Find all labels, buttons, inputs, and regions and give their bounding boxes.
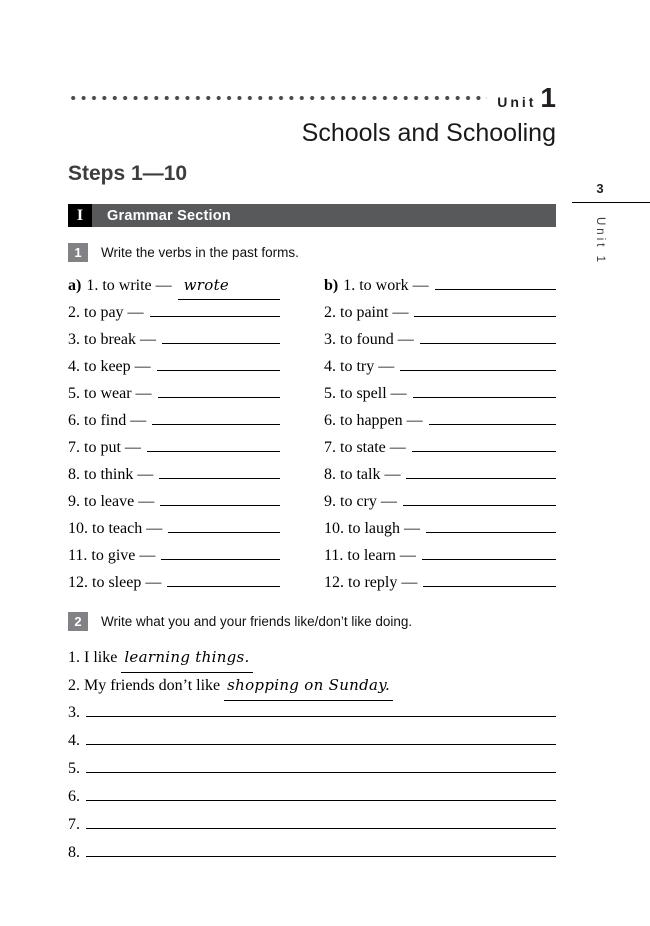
verb-row bbox=[68, 272, 280, 299]
verb-row bbox=[68, 488, 280, 515]
verb-row bbox=[324, 515, 556, 542]
answer-blank bbox=[178, 272, 280, 300]
answer-blank bbox=[420, 343, 556, 344]
answer-blank bbox=[86, 744, 556, 745]
sentence-prefix: My friends don’t like bbox=[80, 677, 225, 694]
sentence-row bbox=[68, 643, 556, 671]
grammar-section-bar bbox=[68, 204, 556, 227]
answer-blank bbox=[414, 316, 556, 317]
margin-rule bbox=[572, 202, 650, 203]
answer-blank bbox=[159, 478, 280, 479]
verb-text: 6. to find — bbox=[68, 412, 147, 429]
sentence-row bbox=[68, 811, 556, 839]
verb-text: 1. to write — bbox=[86, 277, 172, 294]
verb-text: 5. to wear — bbox=[68, 385, 152, 402]
verb-row bbox=[324, 353, 556, 380]
sentence-number: 6. bbox=[68, 788, 80, 805]
answer-blank bbox=[86, 716, 556, 717]
ex2-list bbox=[68, 643, 556, 867]
answer-blank bbox=[412, 451, 556, 452]
answer-blank bbox=[406, 478, 556, 479]
verb-text: 2. to paint — bbox=[324, 304, 409, 321]
answer-blank bbox=[162, 343, 280, 344]
page-margin-column bbox=[572, 181, 650, 265]
sentence-number: 7. bbox=[68, 816, 80, 833]
verb-row bbox=[68, 326, 280, 353]
verb-text: 3. to break — bbox=[68, 331, 156, 348]
handwritten-answer: learning things. bbox=[121, 643, 252, 673]
verb-row bbox=[324, 299, 556, 326]
answer-blank bbox=[413, 397, 556, 398]
dotted-leader bbox=[68, 94, 487, 102]
verb-text: 7. to state — bbox=[324, 439, 406, 456]
verb-row bbox=[324, 569, 556, 596]
verb-text: 12. to sleep — bbox=[68, 574, 162, 591]
exercise2-instruction: Write what you and your friends like/don’t like doing. bbox=[101, 614, 413, 629]
answer-blank bbox=[158, 397, 280, 398]
unit-number: 1 bbox=[540, 82, 556, 113]
sentence-row bbox=[68, 839, 556, 867]
page-number: 3 bbox=[596, 181, 604, 196]
answer-blank bbox=[86, 800, 556, 801]
handwritten-answer: shopping on Sunday. bbox=[224, 671, 393, 701]
verb-row bbox=[68, 515, 280, 542]
section-title: Grammar Section bbox=[107, 207, 231, 224]
verb-text: 9. to cry — bbox=[324, 493, 397, 510]
sentence-number: 2. bbox=[68, 677, 80, 694]
column-label: b) bbox=[324, 277, 339, 294]
verb-text: 3. to found — bbox=[324, 331, 414, 348]
verb-row bbox=[68, 542, 280, 569]
column-label: a) bbox=[68, 277, 82, 294]
verb-text: 11. to learn — bbox=[324, 547, 416, 564]
answer-blank bbox=[167, 586, 280, 587]
verb-row bbox=[324, 380, 556, 407]
verb-row bbox=[68, 569, 280, 596]
verb-column-b bbox=[324, 272, 556, 596]
verb-row bbox=[68, 461, 280, 488]
answer-blank bbox=[147, 451, 280, 452]
answer-blank bbox=[86, 772, 556, 773]
verb-text: 4. to try — bbox=[324, 358, 395, 375]
answer-blank bbox=[423, 586, 556, 587]
verb-text: 8. to think — bbox=[68, 466, 154, 483]
page-content bbox=[68, 84, 556, 867]
sentence-row bbox=[68, 699, 556, 727]
steps-heading: Steps 1—10 bbox=[68, 162, 188, 185]
vertical-unit-wrap bbox=[572, 217, 650, 265]
vertical-unit-label: Unit 1 bbox=[594, 217, 606, 266]
sentence-row bbox=[68, 727, 556, 755]
verb-text: 8. to talk — bbox=[324, 466, 401, 483]
exercise1-instruction: Write the verbs in the past forms. bbox=[101, 245, 299, 260]
verb-text: 10. to laugh — bbox=[324, 520, 420, 537]
verb-row bbox=[68, 353, 280, 380]
sentence-row bbox=[68, 671, 556, 699]
sentence-number: 4. bbox=[68, 732, 80, 749]
verb-text: 4. to keep — bbox=[68, 358, 151, 375]
answer-blank bbox=[400, 370, 556, 371]
exercise1-header bbox=[68, 243, 556, 262]
verb-row bbox=[324, 488, 556, 515]
exercise1-number-badge: 1 bbox=[68, 243, 88, 262]
unit-label: Unit bbox=[497, 94, 537, 110]
answer-blank bbox=[168, 532, 280, 533]
verb-text: 9. to leave — bbox=[68, 493, 155, 510]
sentence-number: 8. bbox=[68, 844, 80, 861]
verb-row bbox=[324, 272, 556, 299]
answer-blank bbox=[157, 370, 280, 371]
answer-blank bbox=[426, 532, 556, 533]
answer-blank bbox=[152, 424, 280, 425]
verb-text: 7. to put — bbox=[68, 439, 141, 456]
verb-text: 1. to work — bbox=[343, 277, 429, 294]
handwritten-answer: wrote bbox=[183, 276, 230, 294]
verb-row bbox=[68, 380, 280, 407]
page-title: Schools and Schooling bbox=[301, 119, 556, 147]
answer-blank bbox=[86, 828, 556, 829]
verb-row bbox=[324, 542, 556, 569]
verb-row bbox=[68, 299, 280, 326]
verb-text: 11. to give — bbox=[68, 547, 156, 564]
verb-text: 12. to reply — bbox=[324, 574, 418, 591]
answer-blank bbox=[422, 559, 556, 560]
sentence-number: 3. bbox=[68, 704, 80, 721]
answer-blank bbox=[403, 505, 556, 506]
verb-text: 10. to teach — bbox=[68, 520, 163, 537]
verb-row bbox=[68, 434, 280, 461]
sentence-number: 1. bbox=[68, 649, 80, 666]
sentence-prefix: I like bbox=[80, 649, 122, 666]
answer-blank bbox=[160, 505, 280, 506]
sentence-row bbox=[68, 783, 556, 811]
verb-text: 6. to happen — bbox=[324, 412, 423, 429]
answer-blank bbox=[429, 424, 556, 425]
answer-blank bbox=[161, 559, 280, 560]
verb-row bbox=[324, 434, 556, 461]
verb-text: 2. to pay — bbox=[68, 304, 144, 321]
unit-header bbox=[68, 84, 556, 112]
sentence-number: 5. bbox=[68, 760, 80, 777]
verb-row bbox=[324, 461, 556, 488]
verb-row bbox=[324, 326, 556, 353]
verb-text: 5. to spell — bbox=[324, 385, 407, 402]
verb-column-a bbox=[68, 272, 280, 596]
verb-row bbox=[324, 407, 556, 434]
exercise2-header bbox=[68, 612, 556, 631]
verb-grid bbox=[68, 272, 556, 596]
sentence-row bbox=[68, 755, 556, 783]
answer-blank bbox=[150, 316, 280, 317]
answer-blank bbox=[86, 856, 556, 857]
exercise2-number-badge: 2 bbox=[68, 612, 88, 631]
verb-row bbox=[68, 407, 280, 434]
answer-blank bbox=[435, 289, 556, 290]
section-marker: I bbox=[68, 204, 92, 227]
